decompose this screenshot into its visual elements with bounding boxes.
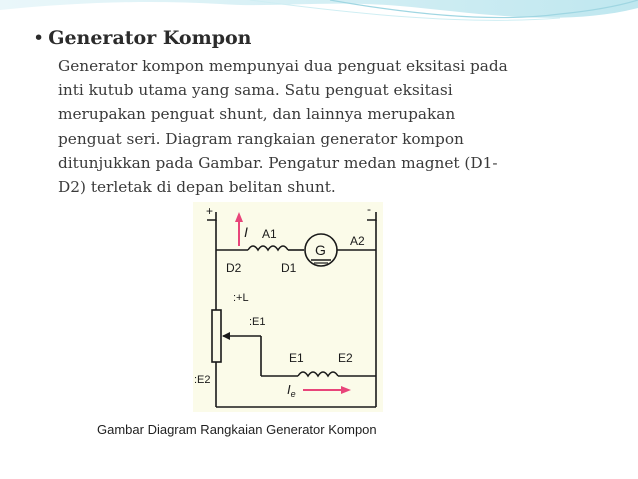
body-line: D2) terletak di depan belitan shunt. [58,178,336,197]
body-line: penguat seri. Diagram rangkaian generator kompon [58,129,464,148]
excitation-current-label: $I_e$ [287,382,296,399]
d2-label: D2 [226,261,242,275]
a2-label: A2 [350,234,365,248]
wiper-arrow-icon [222,332,230,340]
l-terminal-label: :+L [233,292,249,304]
shunt-coil-icon [298,372,338,376]
slide-title [33,27,251,49]
current-label: I [244,224,248,240]
minus-label: - [367,202,371,216]
a1-label: A1 [262,227,277,241]
circuit-diagram [193,202,383,412]
d1-label: D1 [281,261,297,275]
body-line: Generator kompon mempunyai dua penguat eksitasi pada [58,57,508,75]
generator-label: G [315,242,326,258]
body-paragraph [58,54,558,199]
rheostat-icon [212,310,221,362]
plus-label: + [206,204,214,218]
body-line: merupakan penguat shunt, dan lainnya merupakan [58,105,456,124]
rheostat-e2-label: :E2 [194,374,211,386]
series-coil-icon [248,246,288,250]
rheostat-e1-label: :E1 [249,316,266,328]
body-line: inti kutub utama yang sama. Satu penguat eksitasi [58,81,453,100]
e2-label: E2 [338,351,353,365]
bullet-icon: • [33,27,45,49]
body-line: ditunjukkan pada Gambar. Pengatur medan magnet (D1- [58,153,498,172]
e1-label: E1 [289,351,304,365]
circuit-svg [193,202,383,412]
title-text: Generator Kompon [48,27,252,49]
figure-caption: Gambar Diagram Rangkaian Generator Kompon [97,422,377,437]
